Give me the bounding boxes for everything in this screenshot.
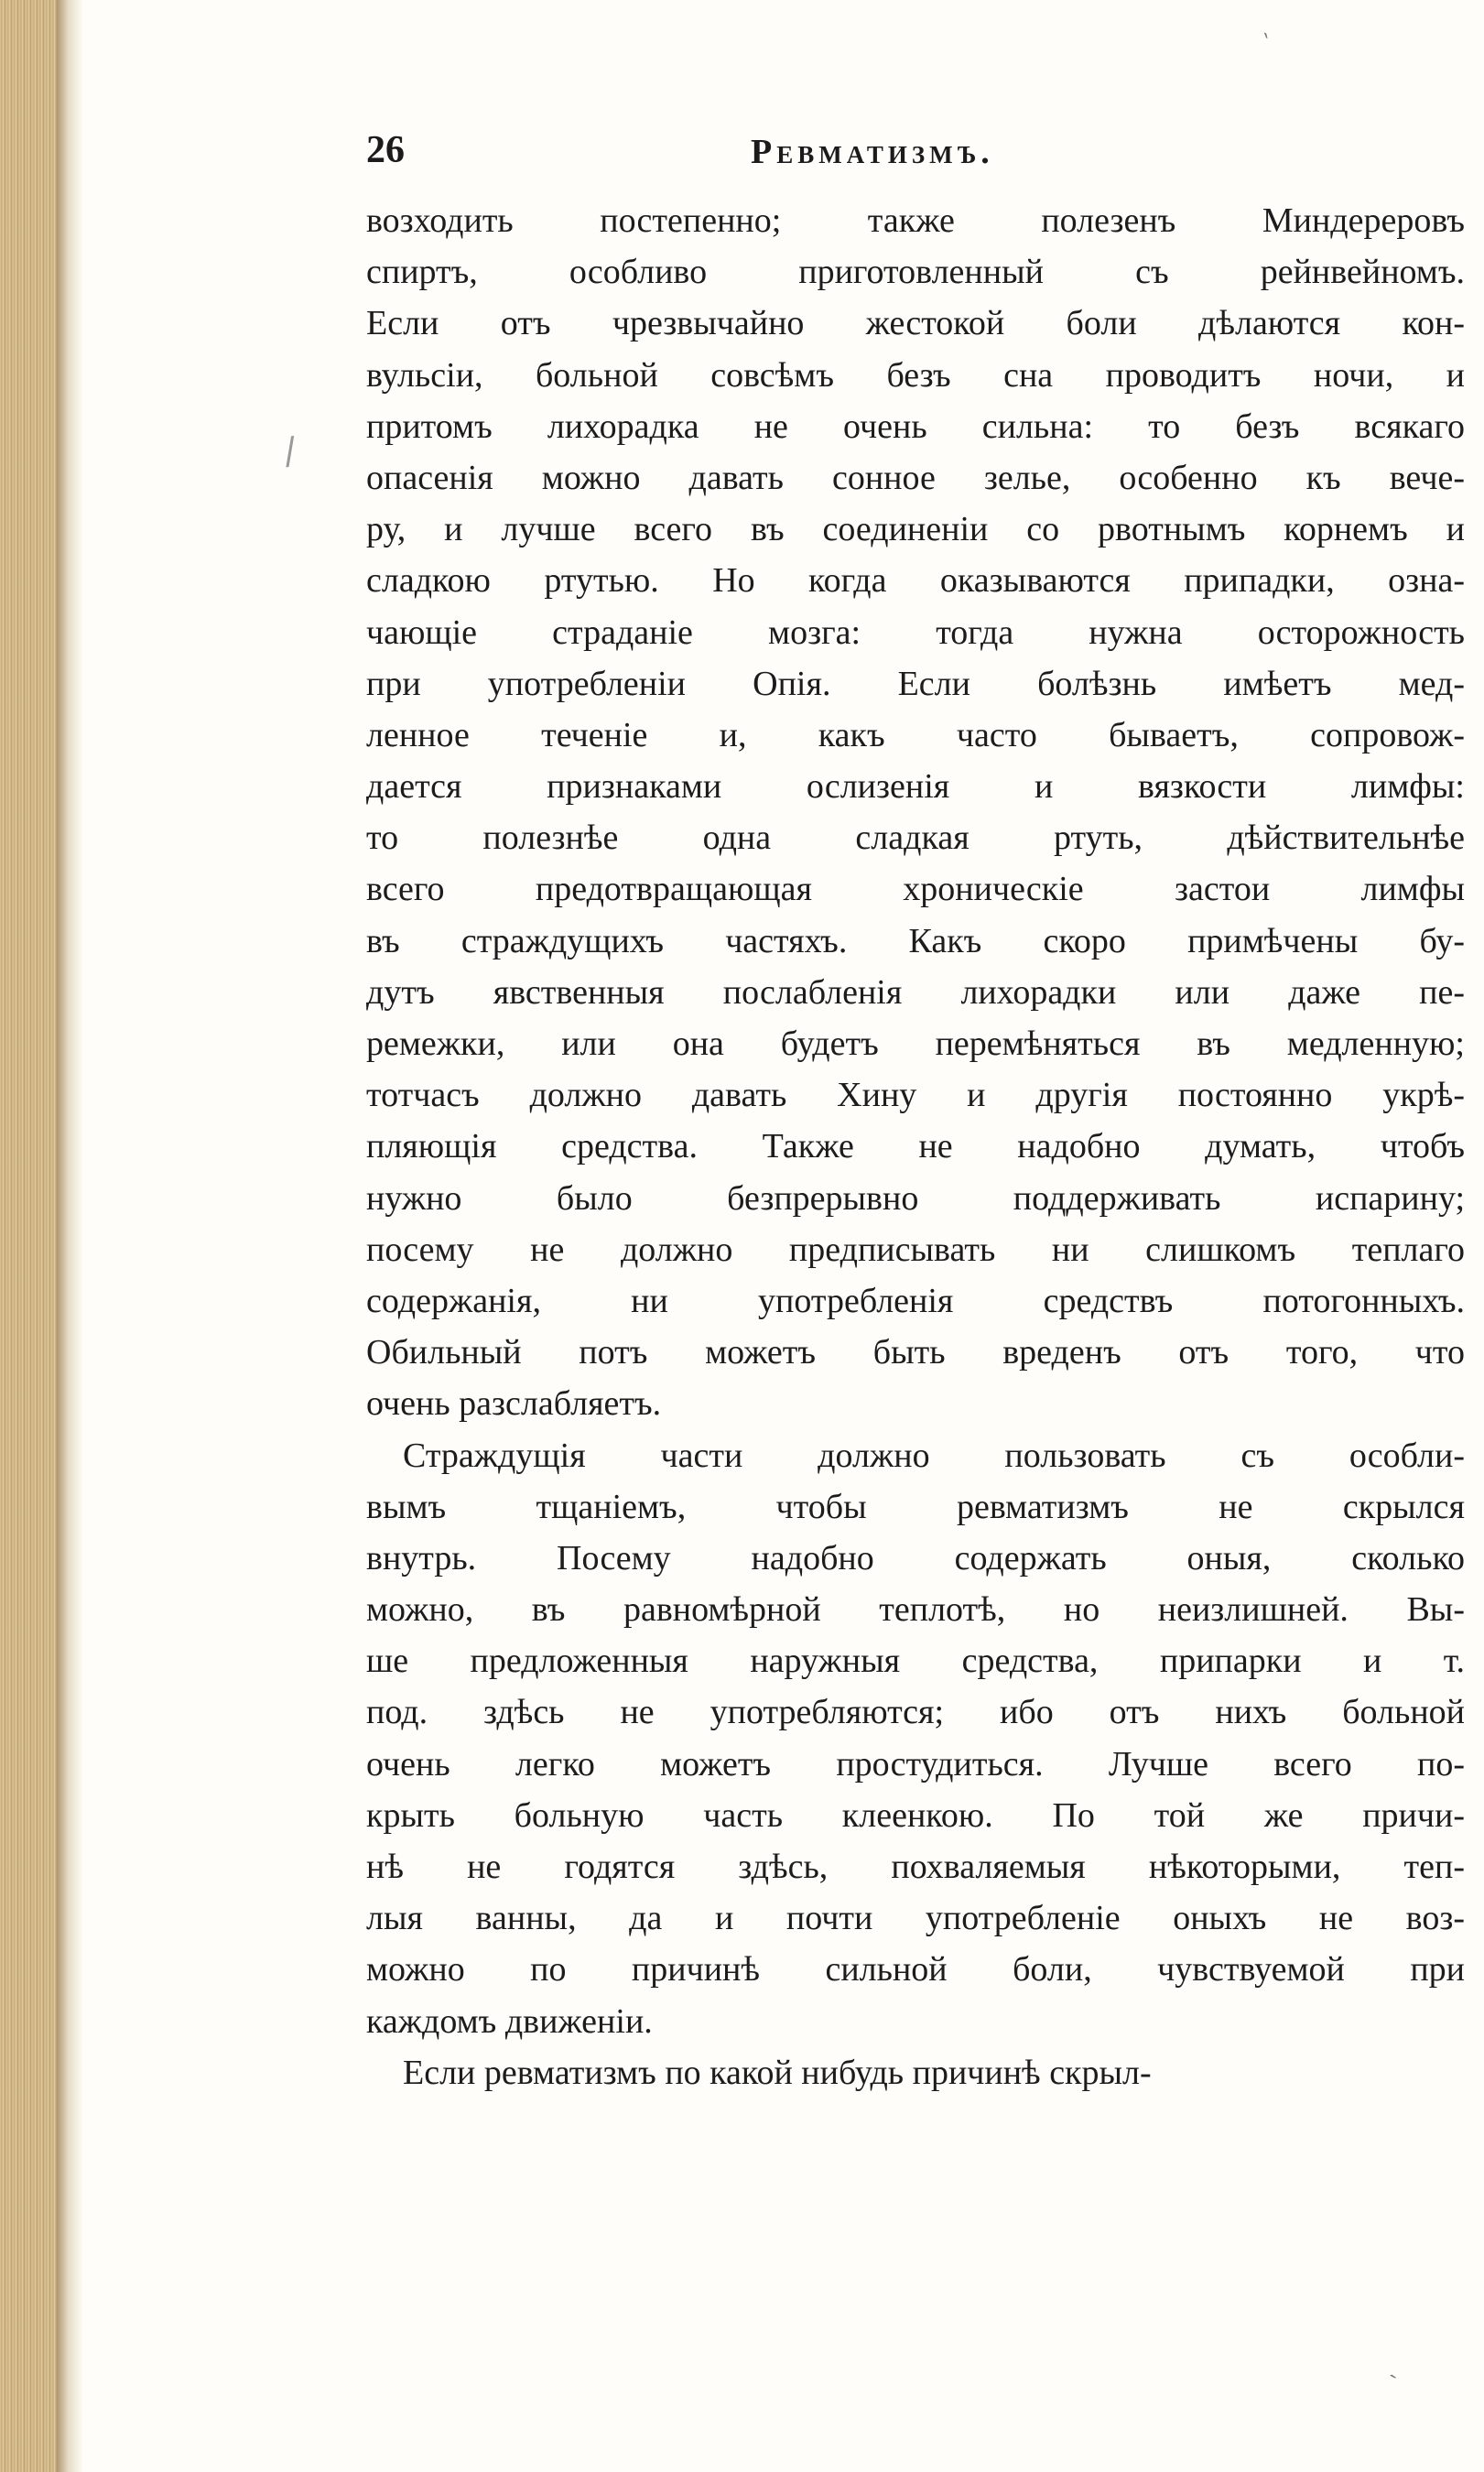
text-line: въ страждущихъ частяхъ. Какъ скоро примѣчены бу- (366, 921, 1465, 960)
pencil-tick-mark-bottom: ˋ (1387, 2369, 1408, 2401)
text-line: нужно было безпрерывно поддерживать испарину; (366, 1178, 1465, 1218)
margin-pencil-mark: / (280, 429, 299, 473)
text-line: ремежки, или она будетъ перемѣняться въ медленную; (366, 1025, 1465, 1063)
text-line: лыя ванны, да и почти употребленіе оныхъ не воз- (366, 1899, 1465, 1938)
text-line: опасенія можно давать сонное зелье, особенно къ вече- (366, 458, 1465, 497)
text-line: посему не должно предписывать ни слишкомъ теплаго (366, 1230, 1465, 1269)
text-line: вымъ тщаніемъ, чтобы ревматизмъ не скрылся (366, 1487, 1465, 1526)
running-title: Ревматизмъ. (751, 133, 994, 171)
text-line: под. здѣсь не употребляются; ибо отъ нихъ больной (366, 1693, 1465, 1732)
text-line: вульсіи, больной совсѣмъ безъ сна проводитъ ночи, и (366, 355, 1465, 395)
book-binding-edge (0, 0, 57, 2472)
body-text (366, 195, 1465, 2098)
text-line: ру, и лучше всего въ соединеніи со рвотнымъ корнемъ и (366, 510, 1465, 549)
text-line: содержанія, ни употребленія средствъ потогонныхъ. (366, 1281, 1465, 1320)
text-line: Страждущія части должно пользовать съ особли- (403, 1436, 1465, 1475)
text-line: дается признаками ослизенія и вязкости лимфы: (366, 767, 1465, 807)
text-line: всего предотвращающая хроническіе застои лимфы (366, 870, 1465, 909)
text-line: при употребленіи Опія. Если болѣзнь имѣетъ мед- (366, 664, 1465, 703)
text-line: можно по причинѣ сильной боли, чувствуемой при (366, 1950, 1465, 1990)
gutter-shadow (57, 0, 82, 2472)
text-line: нѣ не годятся здѣсь, похваляемыя нѣкоторыми, теп- (366, 1848, 1465, 1886)
text-line: Обильный потъ можетъ быть вреденъ отъ того, что (366, 1333, 1465, 1372)
text-line: каждомъ движеніи. (366, 2001, 653, 2041)
text-line: пляющія средства. Также не надобно думать, чтобъ (366, 1127, 1465, 1166)
text-line: притомъ лихорадка не очень сильна: то безъ всякаго (366, 407, 1465, 446)
text-line: можно, въ равномѣрной теплотѣ, но неизлишней. Вы- (366, 1590, 1465, 1630)
page-header (366, 128, 1465, 183)
text-line: Если отъ чрезвычайно жестокой боли дѣлаются кон- (366, 304, 1465, 343)
text-line: тотчасъ должно давать Хину и другія постоянно укрѣ- (366, 1076, 1465, 1115)
text-line: внутрь. Посему надобно содержать оныя, сколько (366, 1538, 1465, 1578)
text-line: Если ревматизмъ по какой нибудь причинѣ скрыл- (403, 2053, 1152, 2092)
text-line: очень разслабляетъ. (366, 1384, 662, 1424)
page-number: 26 (366, 129, 405, 171)
text-line: очень легко можетъ простудиться. Лучше всего по- (366, 1744, 1465, 1784)
text-line: возходить постепенно; также полезенъ Миндереровъ (366, 201, 1465, 240)
text-line: то полезнѣе одна сладкая ртуть, дѣйствительнѣе (366, 819, 1465, 858)
text-line: спиртъ, особливо приготовленный съ рейнвейномъ. (366, 253, 1465, 292)
text-line: сладкою ртутью. Но когда оказываются припадки, озна- (366, 561, 1465, 601)
text-line: дутъ явственныя послабленія лихорадки или даже пе- (366, 972, 1465, 1012)
pencil-tick-mark: ˋ (1253, 29, 1274, 60)
text-line: чающіе страданіе мозга: тогда нужна осторожность (366, 613, 1465, 652)
text-line: ше предложенныя наружныя средства, припарки и т. (366, 1642, 1465, 1681)
text-line: крыть больную часть клеенкою. По той же причи- (366, 1795, 1465, 1835)
text-line: ленное теченіе и, какъ часто бываетъ, сопровож- (366, 715, 1465, 754)
